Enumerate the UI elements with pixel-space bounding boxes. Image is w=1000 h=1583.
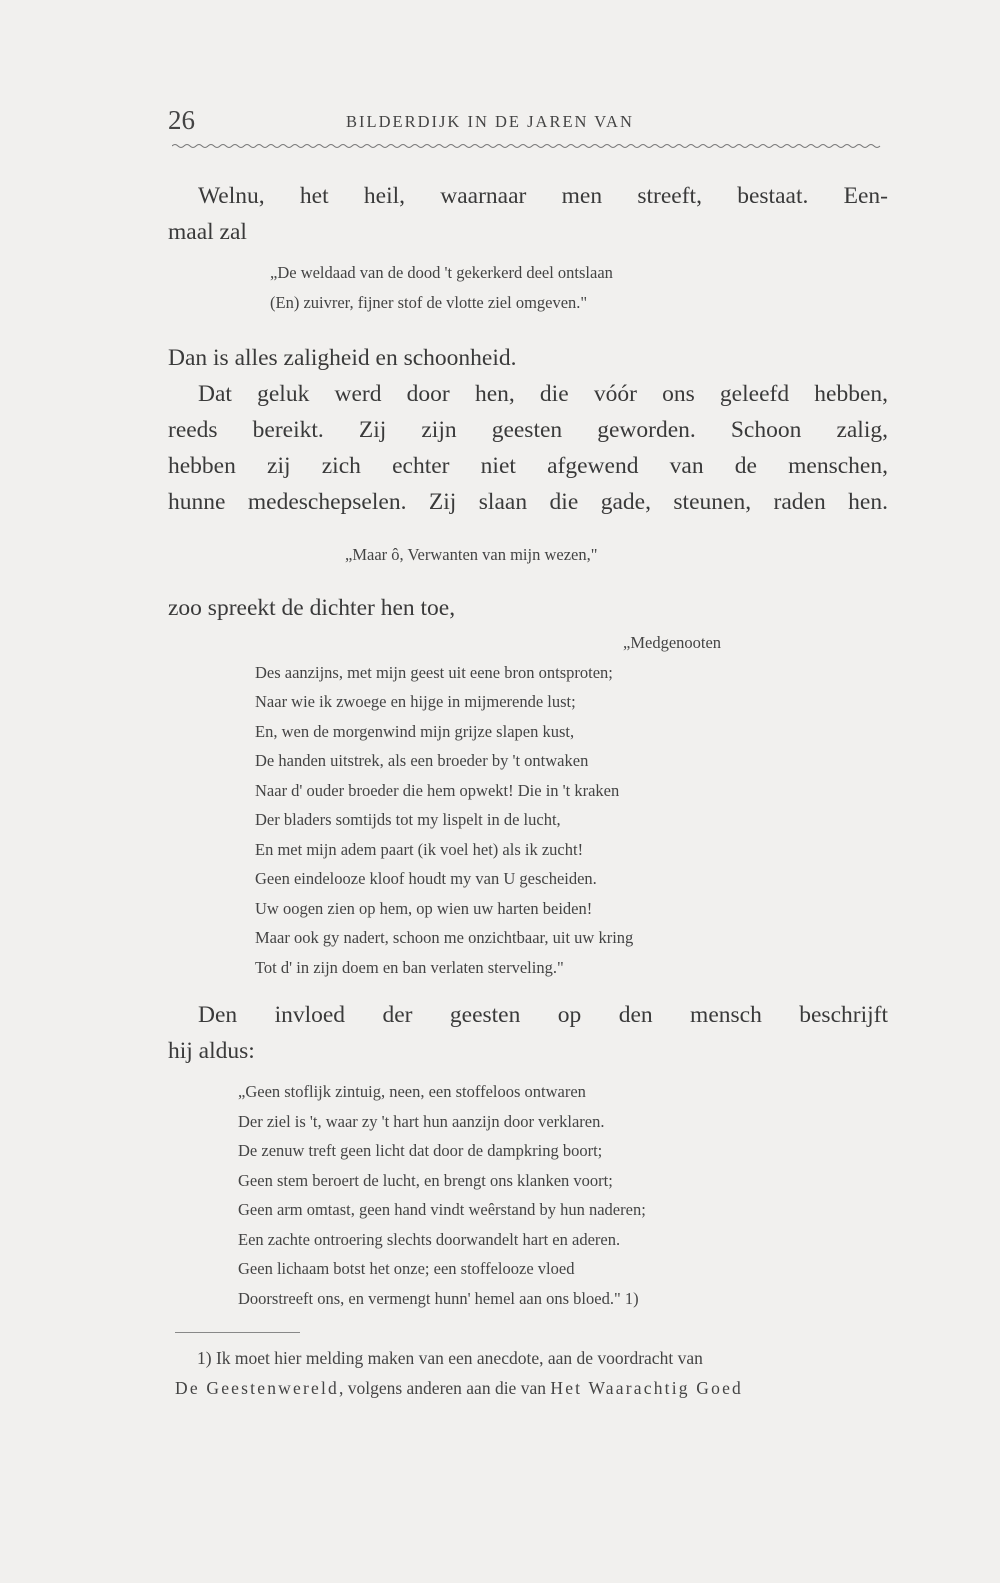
paragraph-4-line-2: hij aldus:	[168, 1038, 255, 1064]
paragraph-4	[168, 997, 888, 1069]
footnote-line-2	[175, 1373, 888, 1403]
footnote-title-geestenwereld: De Geestenwereld	[175, 1378, 339, 1398]
quotation-3-line-3: Naar wie ik zwoege en hijge in mijmerende lust;	[255, 692, 576, 711]
footnote-connector: , volgens anderen aan die van	[338, 1378, 551, 1398]
paragraph-4-line-1: Den invloed der geesten op den mensch beschrijft	[198, 1002, 888, 1028]
quotation-3-line-4: En, wen de morgenwind mijn grijze slapen kust,	[255, 721, 575, 741]
quotation-4-line-1: „Geen stoflijk zintuig, neen, een stoffeloos ontwaren	[238, 1082, 586, 1101]
paragraph-2-line-5: hunne medeschepselen. Zij slaan die gade, steunen, raden hen.	[168, 489, 888, 515]
quotation-4-line-6: Een zachte ontroering slechts doorwandelt hart en aderen.	[238, 1229, 621, 1249]
quotation-2-line: „Maar ô, Verwanten van mijn wezen,"	[345, 545, 598, 564]
quotation-3-line-11: Maar ook gy nadert, schoon me onzichtbaar, uit uw kring	[255, 928, 634, 947]
paragraph-1-line-1: Welnu, het heil, waarnaar men streeft, bestaat. Een-	[198, 183, 888, 209]
quotation-3-line-10: Uw oogen zien op hem, op wien uw harten beiden!	[255, 898, 593, 918]
running-title: BILDERDIJK IN DE JAREN VAN	[346, 112, 634, 131]
footnote	[175, 1343, 888, 1403]
quotation-3-line-5: De handen uitstrek, als een broeder by 't ontwaken	[255, 751, 589, 770]
paragraph-2-line-4: hebben zij zich echter niet afgewend van de menschen,	[168, 453, 888, 479]
quotation-1-line-1: „De weldaad van de dood 't gekerkerd deel ontslaan	[270, 263, 613, 282]
paragraph-1-line-2: maal zal	[168, 219, 247, 245]
quotation-3-line-12: Tot d' in zijn doem en ban verlaten sterveling."	[255, 957, 564, 977]
quotation-4-line-3: De zenuw treft geen licht dat door de dampkring boort;	[238, 1141, 603, 1160]
quotation-2	[345, 540, 597, 570]
quotation-1-line-2: (En) zuivrer, fijner stof de vlotte ziel omgeven."	[270, 292, 588, 312]
quotation-4	[238, 1077, 646, 1313]
quotation-4-line-7: Geen lichaam botst het onze; een stoffelooze vloed	[238, 1259, 575, 1278]
quotation-3-line-8: En met mijn adem paart (ik voel het) als ik zucht!	[255, 839, 584, 859]
paragraph-3	[168, 590, 888, 626]
quotation-3	[255, 628, 721, 982]
paragraph-2-line-3: reeds bereikt. Zij zijn geesten geworden. Schoon zalig,	[168, 417, 888, 443]
paragraph-2-line-1: Dan is alles zaligheid en schoonheid.	[168, 345, 517, 371]
footnote-line-1: 1) Ik moet hier melding maken van een anecdote, aan de voordracht van	[197, 1348, 703, 1368]
quotation-3-line-6: Naar d' ouder broeder die hem opwekt! Die in 't kraken	[255, 780, 620, 800]
quotation-3-line-7: Der bladers somtijds tot my lispelt in de lucht,	[255, 810, 561, 829]
quotation-1	[270, 258, 613, 317]
paragraph-3-line: zoo spreekt de dichter hen toe,	[168, 595, 456, 621]
quotation-4-line-5: Geen arm omtast, geen hand vindt weêrstand by hun naderen;	[238, 1200, 646, 1219]
paragraph-1	[168, 178, 888, 250]
paragraph-2-line-2: Dat geluk werd door hen, die vóór ons geleefd hebben,	[198, 381, 888, 407]
page-number: 26	[168, 105, 195, 135]
quotation-4-line-2: Der ziel is 't, waar zy 't hart hun aanzijn door verklaren.	[238, 1111, 605, 1131]
footnote-separator	[175, 1332, 300, 1333]
running-head	[168, 105, 888, 145]
header-wavy-rule	[172, 143, 884, 149]
quotation-3-line-2: Des aanzijns, met mijn geest uit eene bron ontsproten;	[255, 662, 613, 682]
quotation-4-line-4: Geen stem beroert de lucht, en brengt ons klanken voort;	[238, 1170, 613, 1190]
footnote-title-waarachtig-goed: Het Waarachtig Goed	[550, 1378, 744, 1398]
quotation-3-line-9: Geen eindelooze kloof houdt my van U gescheiden.	[255, 869, 597, 888]
quotation-3-line-1: „Medgenooten	[623, 633, 722, 652]
paragraph-2	[168, 340, 888, 520]
quotation-4-line-8: Doorstreeft ons, en vermengt hunn' hemel aan ons bloed." 1)	[238, 1288, 639, 1308]
